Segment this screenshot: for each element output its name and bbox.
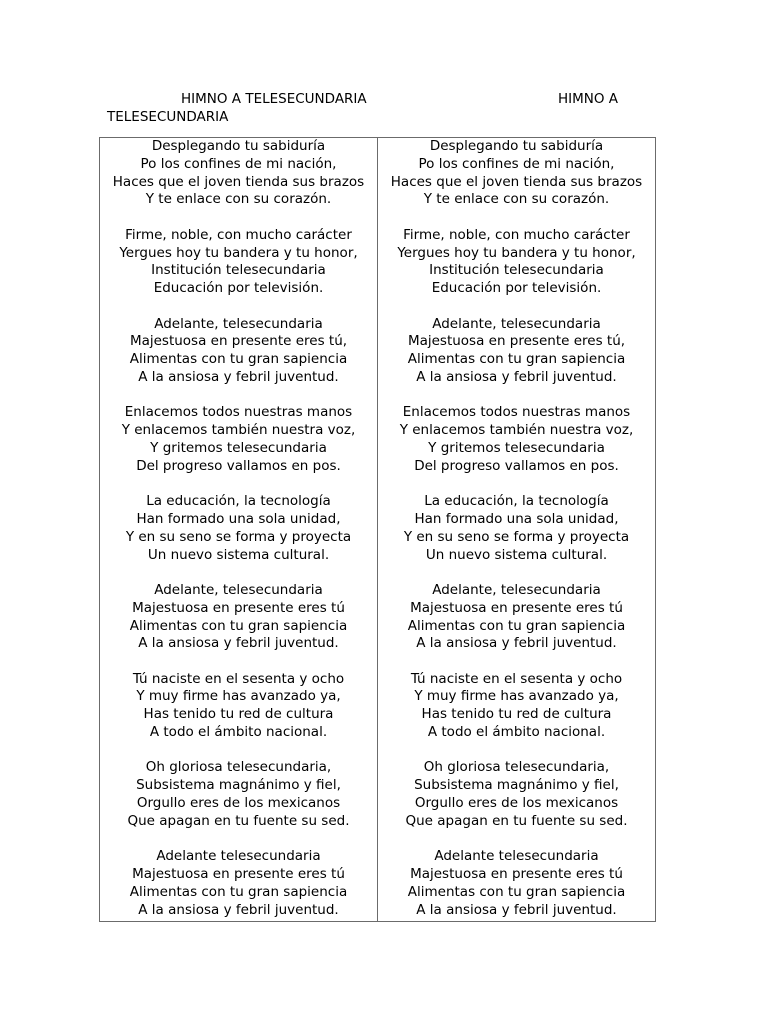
verse-line: Firme, noble, con mucho carácter <box>125 226 352 243</box>
verse-line: Subsistema magnánimo y fiel, <box>136 777 341 794</box>
verse-line: Que apagan en tu fuente su sed. <box>127 812 350 829</box>
verse-line: Y muy firme has avanzado ya, <box>136 688 341 705</box>
verse-line: Yergues hoy tu bandera y tu honor, <box>119 244 358 261</box>
verse-line: A la ansiosa y febril juventud. <box>416 901 617 918</box>
verse-line: A la ansiosa y febril juventud. <box>416 635 617 652</box>
verse-line: Majestuosa en presente eres tú <box>132 599 345 616</box>
verse-line: Majestuosa en presente eres tú <box>132 866 345 883</box>
verse-line: Majestuosa en presente eres tú <box>410 866 623 883</box>
verse-line: Adelante telesecundaria <box>156 848 321 865</box>
verse-line: Y enlacemos también nuestra voz, <box>399 422 634 439</box>
verse-line: Y en su seno se forma y proyecta <box>403 528 630 545</box>
hymn-column-right <box>378 138 656 922</box>
verse-line: A todo el ámbito nacional. <box>149 724 328 741</box>
verse-line: Institución telesecundaria <box>151 262 326 279</box>
verse-line: Alimentas con tu gran sapiencia <box>407 617 626 634</box>
stanza <box>378 582 655 653</box>
verse-line: A la ansiosa y febril juventud. <box>138 635 339 652</box>
title-right-continuation: TELESECUNDARIA <box>107 109 229 125</box>
verse-line: Orgullo eres de los mexicanos <box>414 795 619 812</box>
stanza <box>378 227 655 298</box>
verse-line: Firme, noble, con mucho carácter <box>403 226 630 243</box>
verse-line: Un nuevo sistema cultural. <box>425 546 608 563</box>
verse-line: Enlacemos todos nuestras manos <box>124 404 353 421</box>
verse-line: Desplegando tu sabiduría <box>151 138 326 154</box>
stanza <box>100 848 377 919</box>
verse-line: Alimentas con tu gran sapiencia <box>407 351 626 368</box>
verse-line: Educación por televisión. <box>431 280 602 297</box>
verse-line: Tú naciste en el sesenta y ocho <box>410 670 623 687</box>
verse-line: Y te enlace con su corazón. <box>145 191 332 208</box>
verse-line: Y enlacemos también nuestra voz, <box>121 422 356 439</box>
stanza <box>100 404 377 475</box>
verse-line: Subsistema magnánimo y fiel, <box>414 777 619 794</box>
stanza <box>378 848 655 919</box>
verse-line: La educación, la tecnología <box>146 493 331 510</box>
verse-line: Po los confines de mi nación, <box>418 155 615 172</box>
hymn-table <box>99 137 656 922</box>
verse-line: Has tenido tu red de cultura <box>421 706 612 723</box>
verse-line: Han formado una sola unidad, <box>414 510 619 527</box>
stanza <box>378 759 655 830</box>
stanza <box>378 404 655 475</box>
stanza <box>378 493 655 564</box>
verse-line: Y en su seno se forma y proyecta <box>125 528 352 545</box>
verse-line: Alimentas con tu gran sapiencia <box>129 883 348 900</box>
verse-line: Han formado una sola unidad, <box>136 510 341 527</box>
stanza <box>100 493 377 564</box>
verse-line: Alimentas con tu gran sapiencia <box>129 617 348 634</box>
verse-line: Yergues hoy tu bandera y tu honor, <box>397 244 636 261</box>
verse-line: A la ansiosa y febril juventud. <box>138 901 339 918</box>
stanza <box>100 759 377 830</box>
stanza <box>378 316 655 387</box>
verse-line: Majestuosa en presente eres tú, <box>129 333 348 350</box>
stanza <box>100 138 377 209</box>
verse-line: Po los confines de mi nación, <box>140 155 337 172</box>
verse-line: Adelante, telesecundaria <box>154 581 323 598</box>
verse-line: Desplegando tu sabiduría <box>429 138 604 154</box>
verse-line: Del progreso vallamos en pos. <box>136 457 341 474</box>
verse-line: Oh gloriosa telesecundaria, <box>423 759 610 776</box>
verse-line: Has tenido tu red de cultura <box>143 706 334 723</box>
verse-line: Y te enlace con su corazón. <box>423 191 610 208</box>
verse-line: Y muy firme has avanzado ya, <box>414 688 619 705</box>
verse-line: Alimentas con tu gran sapiencia <box>407 883 626 900</box>
verse-line: Majestuosa en presente eres tú <box>410 599 623 616</box>
verse-line: Haces que el joven tienda sus brazos <box>390 173 643 190</box>
stanza <box>378 138 655 209</box>
verse-line: Un nuevo sistema cultural. <box>147 546 330 563</box>
verse-line: Alimentas con tu gran sapiencia <box>129 351 348 368</box>
verse-line: A todo el ámbito nacional. <box>427 724 606 741</box>
verse-line: Y gritemos telesecundaria <box>428 439 605 456</box>
stanza <box>100 582 377 653</box>
title-left: HIMNO A TELESECUNDARIA <box>181 91 367 107</box>
verse-line: Adelante, telesecundaria <box>432 315 601 332</box>
verse-line: Oh gloriosa telesecundaria, <box>145 759 332 776</box>
verse-line: Educación por televisión. <box>153 280 324 297</box>
hymn-table-row <box>100 138 656 922</box>
stanza <box>100 227 377 298</box>
title-right: HIMNO A <box>558 91 619 107</box>
stanza <box>378 671 655 742</box>
verse-line: Enlacemos todos nuestras manos <box>402 404 631 421</box>
verse-line: Adelante, telesecundaria <box>154 315 323 332</box>
verse-line: Majestuosa en presente eres tú, <box>407 333 626 350</box>
verse-line: Y gritemos telesecundaria <box>150 439 327 456</box>
verse-line: Que apagan en tu fuente su sed. <box>405 812 628 829</box>
verse-line: Institución telesecundaria <box>429 262 604 279</box>
verse-line: La educación, la tecnología <box>424 493 609 510</box>
verse-line: Tú naciste en el sesenta y ocho <box>132 670 345 687</box>
hymn-column-left <box>100 138 378 922</box>
verse-line: Adelante, telesecundaria <box>432 581 601 598</box>
verse-line: Del progreso vallamos en pos. <box>414 457 619 474</box>
stanza <box>100 316 377 387</box>
verse-line: Haces que el joven tienda sus brazos <box>112 173 365 190</box>
verse-line: Orgullo eres de los mexicanos <box>136 795 341 812</box>
stanza <box>100 671 377 742</box>
verse-line: A la ansiosa y febril juventud. <box>138 368 339 385</box>
verse-line: Adelante telesecundaria <box>434 848 599 865</box>
verse-line: A la ansiosa y febril juventud. <box>416 368 617 385</box>
